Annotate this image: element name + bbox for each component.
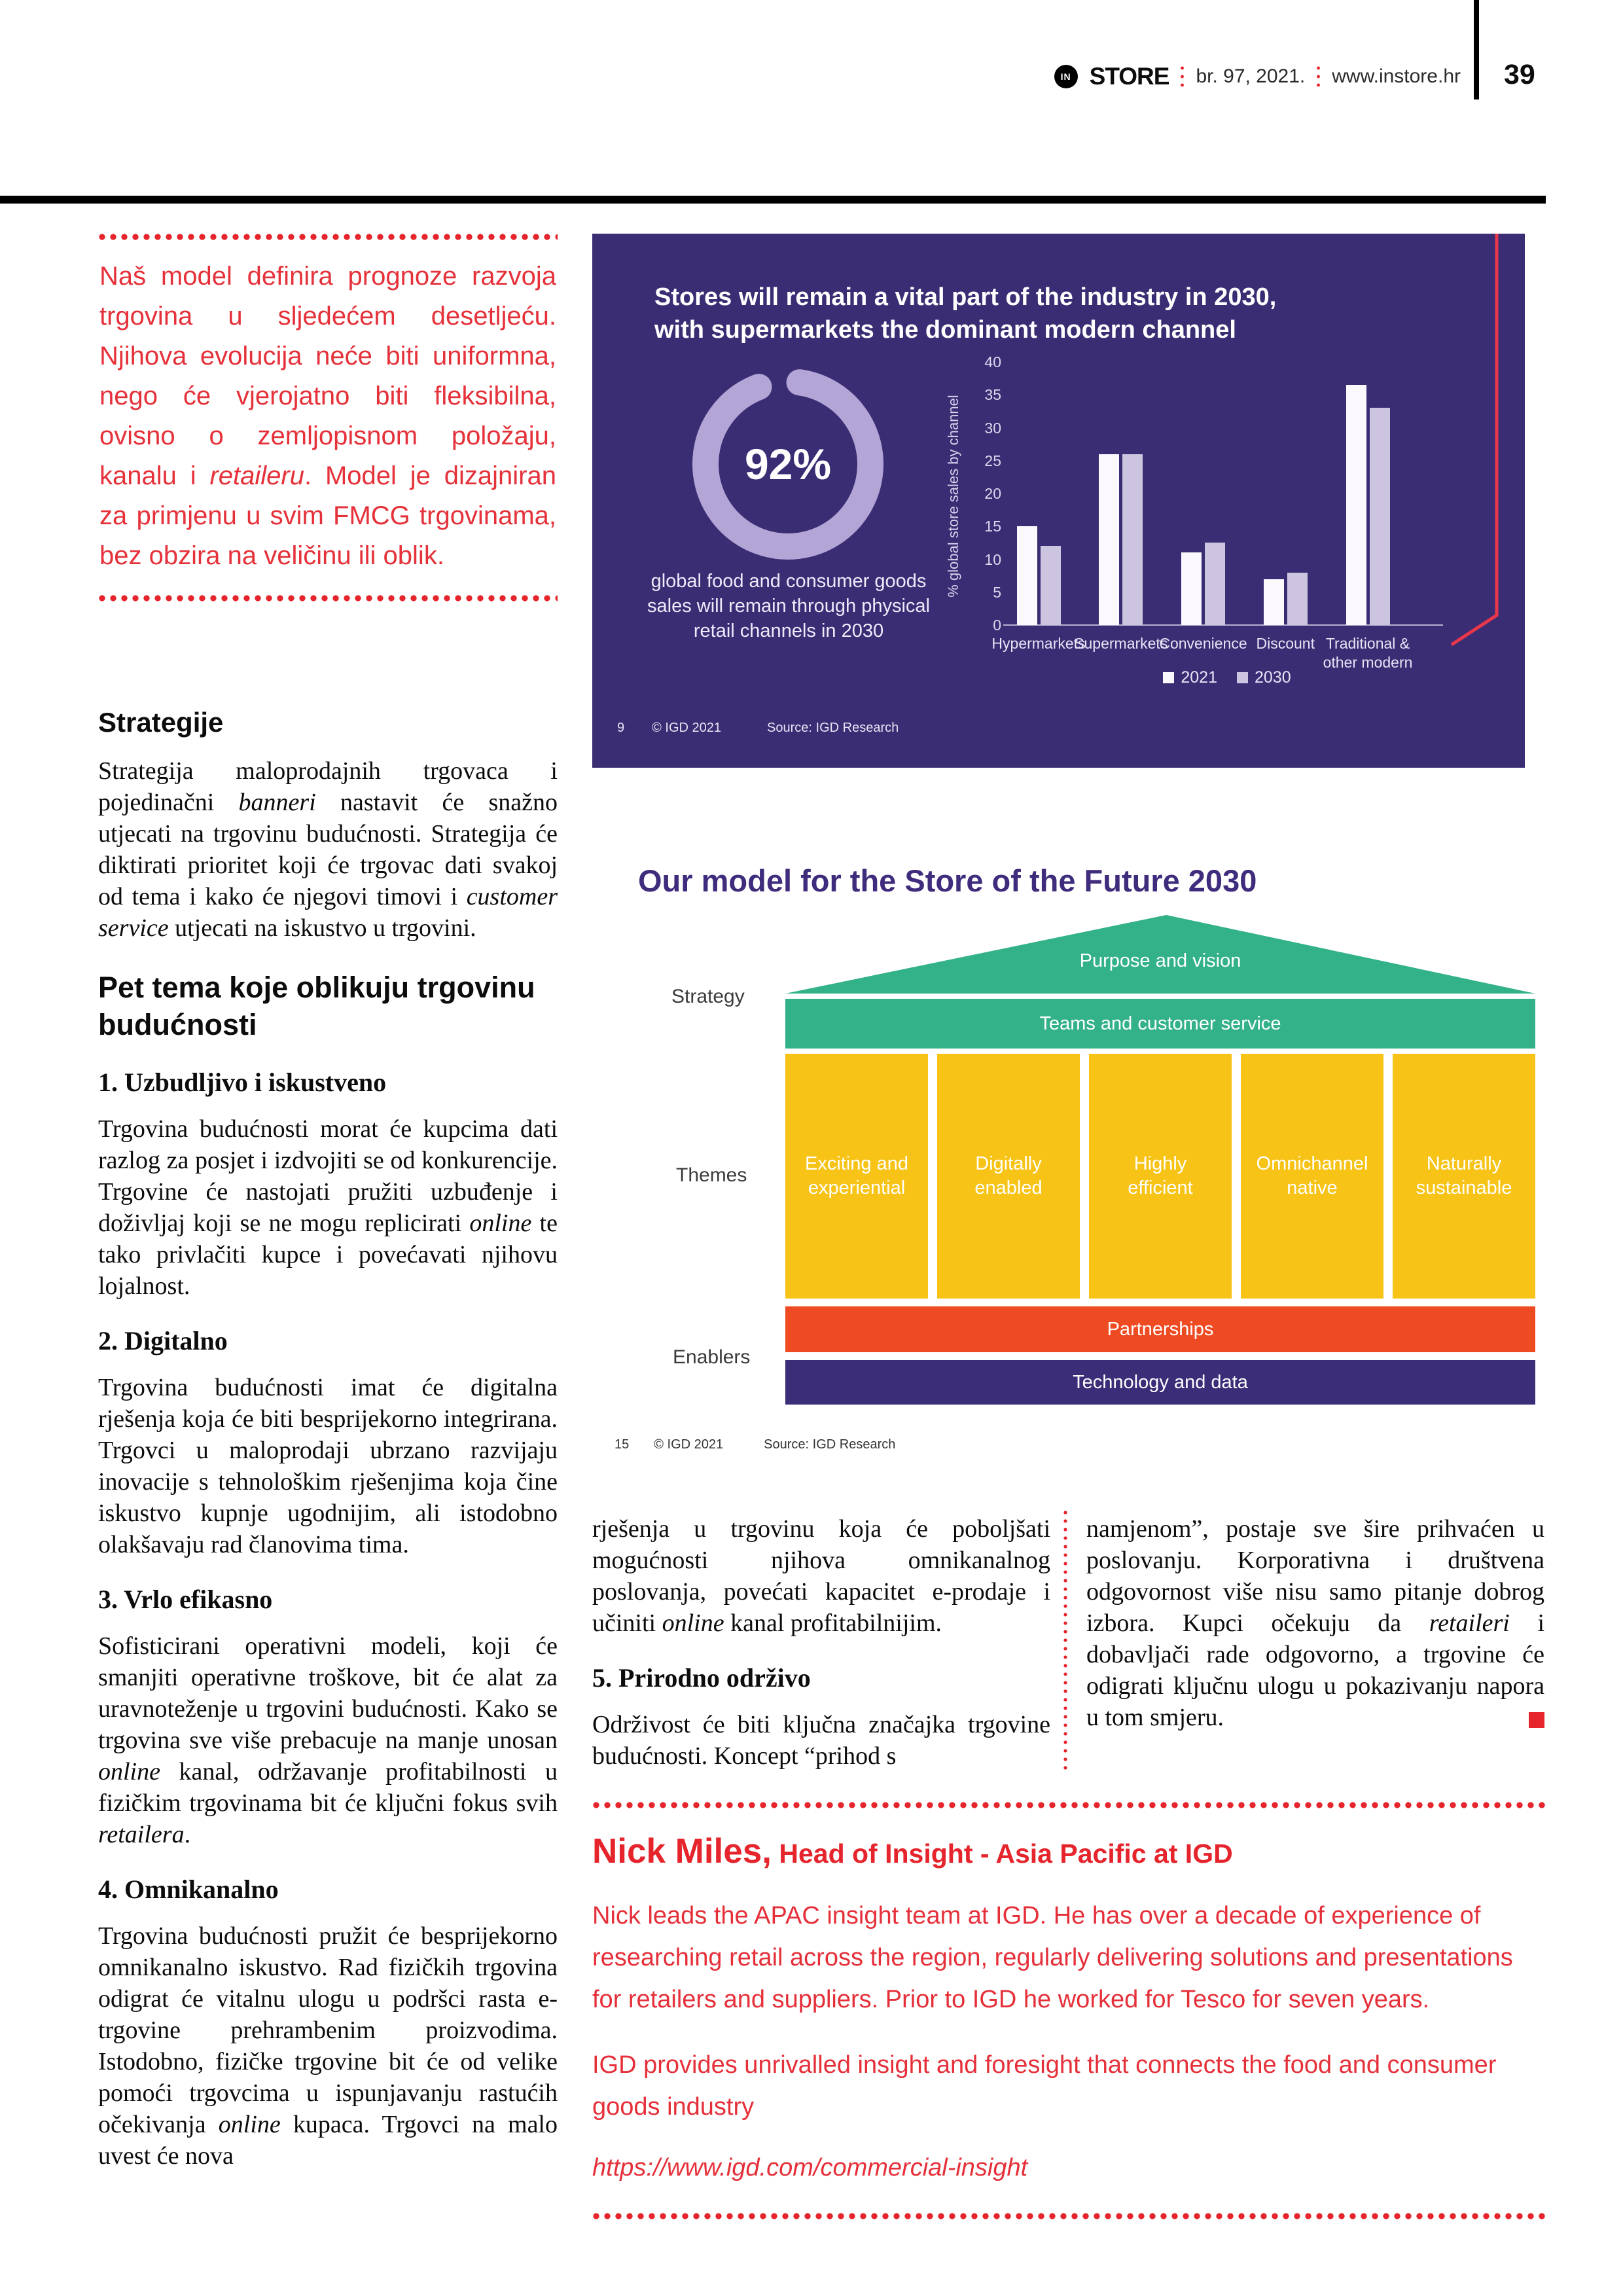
text-run: i dobavljači rade odgovorno, a trgovine će odigrati ključnu ulogu u pokazivanju napora u tom smjeru. bbox=[1086, 1609, 1544, 1731]
slide-number: 15 bbox=[615, 1437, 630, 1452]
category-label: Supermarkets bbox=[1074, 635, 1168, 652]
article-heading: 5. Prirodno održivo bbox=[592, 1663, 811, 1693]
dotted-separator-icon bbox=[1181, 64, 1184, 89]
legend-label: 2030 bbox=[1255, 668, 1291, 687]
stores-chart-infographic bbox=[592, 234, 1525, 768]
text-run: rješenja u trgovinu koja će poboljšati mogućnosti njihova omnikanalnog poslovanja, povećati kapacitet e-prodaje i učiniti bbox=[592, 1515, 1050, 1637]
article-column-middle bbox=[592, 1513, 1050, 1780]
text-run: . bbox=[184, 1821, 191, 1848]
model-footer bbox=[615, 1437, 895, 1452]
italic-text: retaileru bbox=[209, 461, 304, 490]
category-label: Convenience bbox=[1159, 635, 1247, 652]
y-tick-label: 35 bbox=[984, 386, 1001, 404]
article-paragraph bbox=[592, 1709, 1050, 1772]
page-number: 39 bbox=[1504, 59, 1535, 90]
y-tick-label: 40 bbox=[984, 353, 1001, 370]
text-run: utjecati na iskustvo u trgovini. bbox=[168, 914, 476, 942]
article-paragraph bbox=[98, 1113, 558, 1302]
italic-text: online bbox=[98, 1758, 160, 1785]
y-tick-label: 15 bbox=[984, 518, 1001, 535]
theme-label: Digitally enabled bbox=[974, 1153, 1043, 1198]
author-insight-box bbox=[592, 1801, 1546, 2220]
themes-row bbox=[785, 1054, 1535, 1299]
text-run: namjenom”, postaje sve šire prihvaćen u poslovanju. Korporativna i društvena odgovornost više nisu samo pitanje dobrog izbora. Kupci očekuju da bbox=[1086, 1515, 1544, 1637]
technology-bar: Technology and data bbox=[785, 1360, 1535, 1405]
teams-bar: Teams and customer service bbox=[785, 999, 1535, 1049]
italic-text: retailera bbox=[98, 1821, 185, 1848]
text-run: Održivost će biti ključna značajka trgovine budućnosti. Koncept “prihod s bbox=[592, 1711, 1050, 1770]
text-run: kanal profitabilnijim. bbox=[724, 1609, 942, 1637]
article-heading: Strategije bbox=[98, 707, 224, 738]
text-run: Trgovina budućnosti imat će digitalna rješenja koja će biti besprijekorno integrirana. Trgovci u maloprodaji ubrzano razvijaju inovacije s tehnološkim rješenjima koja čine iskustvo kupnje ugodnijim, ali istodobno olakšavaju rad članovima tima. bbox=[98, 1374, 558, 1558]
article-column-right bbox=[1086, 1513, 1544, 1741]
text-run: nastavit će snažno utjecati na trgovinu budućnosti. Strategija će diktirati prioritet koji će trgovac dati svakoj od tema i kako će njegovi timovi i bbox=[98, 789, 558, 910]
theme-label: Exciting and experiential bbox=[804, 1153, 908, 1198]
dotted-line bbox=[98, 594, 558, 602]
header-divider-bar bbox=[1474, 0, 1479, 99]
label-enablers: Enablers bbox=[673, 1346, 751, 1368]
insight-paragraph: IGD provides unrivalled insight and foresight that connects the food and consumer goods industry bbox=[592, 2051, 1497, 2121]
italic-text: banneri bbox=[238, 789, 316, 816]
pull-quote-text bbox=[98, 241, 558, 594]
article-paragraph bbox=[1086, 1513, 1544, 1733]
italic-text: customer service bbox=[98, 883, 558, 942]
text-run: Naš model definira prognoze razvoja trgovina u sljedećem desetljeću. Njihova evolucija neće biti uniformna, nego će vjerojatno biti fleksibilna, ovisno o zemljopisnom položaju, kanalu i bbox=[99, 262, 556, 490]
italic-text: online bbox=[218, 2111, 281, 2138]
theme-column bbox=[785, 1054, 928, 1299]
insight-heading bbox=[592, 1831, 1546, 1871]
label-themes: Themes bbox=[676, 1164, 747, 1186]
category-label: Hypermarkets bbox=[991, 635, 1086, 652]
partnerships-bar: Partnerships bbox=[785, 1306, 1535, 1352]
article-heading: 4. Omnikanalno bbox=[98, 1874, 279, 1904]
article-heading: 3. Vrlo efikasno bbox=[98, 1585, 273, 1614]
text-run: kupaca. Trgovci na malo uvest će nova bbox=[98, 2111, 558, 2170]
text-run: te tako privlačiti kupce i povećavati njihovu lojalnost. bbox=[98, 1210, 558, 1300]
article-paragraph bbox=[98, 755, 558, 944]
instore-logo-icon: IN bbox=[1054, 65, 1078, 88]
igd-url-link[interactable]: https://www.igd.com/commercial-insight bbox=[592, 2154, 1028, 2181]
article-heading: Pet tema koje oblikuju trgovinu budućnosti bbox=[98, 971, 535, 1041]
text-run: . Model je dizajniran za primjenu u svim FMCG trgovinama, bez obzira na veličinu ili oblik. bbox=[99, 461, 556, 570]
text-run: Strategija maloprodajnih trgovaca i pojedinačni bbox=[98, 757, 558, 816]
italic-text: retaileri bbox=[1429, 1609, 1510, 1637]
article-paragraph bbox=[98, 1372, 558, 1560]
article-column-left bbox=[98, 707, 558, 2179]
source-note: Source: IGD Research bbox=[767, 721, 899, 735]
author-name: Nick Miles, bbox=[592, 1832, 772, 1871]
copyright-note: © IGD 2021 bbox=[654, 1437, 724, 1452]
top-rule bbox=[0, 196, 1546, 204]
website-url: www.instore.hr bbox=[1332, 65, 1461, 87]
slide-number: 9 bbox=[617, 721, 625, 735]
theme-label: Omnichannel native bbox=[1256, 1153, 1368, 1198]
author-role: Head of Insight - Asia Pacific at IGD bbox=[771, 1839, 1233, 1869]
y-tick-label: 5 bbox=[993, 583, 1001, 601]
theme-label: Highly efficient bbox=[1128, 1153, 1193, 1198]
italic-text: online bbox=[662, 1609, 724, 1637]
model-title: Our model for the Store of the Future 2030 bbox=[638, 863, 1257, 898]
article-heading: 2. Digitalno bbox=[98, 1326, 228, 1355]
column-divider-dotted bbox=[1063, 1511, 1067, 1772]
y-tick-label: 25 bbox=[984, 452, 1001, 469]
article-paragraph bbox=[592, 1513, 1050, 1639]
italic-text: online bbox=[469, 1210, 532, 1237]
roof-label: Purpose and vision bbox=[1079, 950, 1241, 971]
text-run: kanal, održavanje profitabilnosti u fizičkim trgovinama bit će ključni fokus svih bbox=[98, 1758, 558, 1817]
legend-label: 2021 bbox=[1181, 668, 1217, 687]
dotted-line bbox=[98, 233, 558, 241]
text-run: Sofisticirani operativni modeli, koji će smanjiti operativne troškove, bit će alat za uravnoteženje u trgovini budućnosti. Kako se trgovina sve više prebacuje na manje unosan bbox=[98, 1632, 558, 1754]
page-header bbox=[1021, 63, 1461, 90]
category-label: Traditional & other modern bbox=[1323, 635, 1413, 671]
dotted-line bbox=[592, 2212, 1546, 2220]
donut-caption: global food and consumer goods sales will remain through physical retail channels in 2030 bbox=[647, 571, 930, 641]
article-paragraph bbox=[98, 1920, 558, 2172]
text-run: Trgovina budućnosti morat će kupcima dati razlog za posjet i izdvojiti se od konkurencije. Trgovine će nastojati pružiti uzbuđenje i doživljaj koji se ne mogu replicirati bbox=[98, 1115, 558, 1237]
source-note: Source: IGD Research bbox=[764, 1437, 896, 1452]
donut-value-label: 92% bbox=[744, 440, 832, 488]
y-tick-label: 10 bbox=[984, 550, 1001, 568]
insight-paragraph: Nick leads the APAC insight team at IGD. He has over a decade of experience of researching retail across the region, regularly delivering solutions and presentations for retailers and suppliers. Prior to IGD he worked for Tesco for seven years. bbox=[592, 1902, 1513, 2013]
issue-number: br. 97, 2021. bbox=[1196, 65, 1306, 87]
article-heading: 1. Uzbudljivo i iskustveno bbox=[98, 1067, 387, 1097]
theme-label: Naturally sustainable bbox=[1416, 1153, 1512, 1198]
theme-column bbox=[1393, 1054, 1535, 1299]
dotted-line bbox=[592, 1801, 1546, 1809]
chart-title: Stores will remain a vital part of the industry in 2030, with supermarkets the dominant modern channel bbox=[654, 283, 1277, 344]
text-run: Trgovina budućnosti pružit će besprijekorno omnikanalno iskustvo. Rad fizičkih trgovina odigrat će vitalnu ulogu u podršci rasta e-trgovine prehrambenim proizvodima. Istodobno, fizičke trgovine bit će od velike pomoći trgovcima u ispunjavanju rastućih očekivanja bbox=[98, 1922, 558, 2138]
y-tick-label: 30 bbox=[984, 419, 1001, 437]
y-tick-label: 0 bbox=[993, 617, 1001, 634]
label-strategy: Strategy bbox=[671, 986, 745, 1007]
theme-column bbox=[937, 1054, 1080, 1299]
magazine-brand: STORE bbox=[1089, 63, 1169, 90]
y-axis-label: % global store sales by channel bbox=[945, 395, 961, 598]
copyright-note: © IGD 2021 bbox=[652, 721, 722, 735]
theme-column bbox=[1089, 1054, 1232, 1299]
category-label: Discount bbox=[1256, 635, 1315, 652]
article-paragraph bbox=[98, 1630, 558, 1850]
y-tick-label: 20 bbox=[984, 485, 1001, 502]
dotted-separator-icon bbox=[1317, 64, 1320, 89]
end-of-article-marker bbox=[1529, 1712, 1544, 1728]
decorative-red-line bbox=[592, 234, 1525, 768]
theme-column bbox=[1241, 1054, 1383, 1299]
pull-quote-box bbox=[98, 233, 558, 602]
